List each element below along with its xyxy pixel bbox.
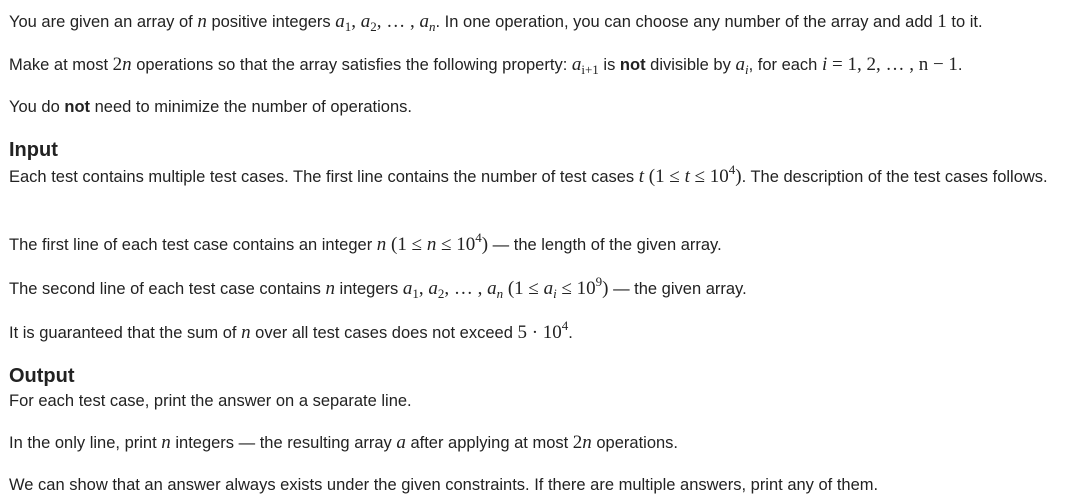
text: after applying at most — [405, 434, 573, 452]
math-array-constraint: $a_1$, $a_2$, … , $a_n$ $(1 \le a_i \le 10^9)$ — [402, 274, 609, 301]
math-sum-limit: $5 \cdot 10^4$ — [517, 318, 569, 343]
bold-not: not — [619, 56, 646, 74]
output-paragraph-2 — [9, 431, 678, 455]
text: need to minimize the number of operations. — [90, 98, 412, 116]
input-paragraph-2 — [9, 230, 722, 257]
output-section-title: Output — [9, 365, 75, 387]
text: divisible by — [645, 56, 736, 74]
statement-paragraph-2 — [9, 53, 963, 77]
text: — the length of the given array. — [488, 236, 722, 254]
text: . The description of the test cases follows. — [741, 168, 1048, 186]
math-a-i: $a_i$ — [735, 54, 749, 77]
math-2n: 2n — [572, 432, 592, 453]
math-a-i-plus-1: $a_{i+1}$ — [571, 54, 599, 77]
text: . — [568, 324, 573, 342]
text: . In one operation, you can choose any number of the array and add — [435, 13, 938, 31]
math-n-constraint: n $(1 \le n \le 10^4)$ — [376, 230, 489, 255]
text: operations. — [591, 434, 679, 452]
text: The first line of each test case contains an integer — [9, 236, 377, 254]
text: Each test contains multiple test cases. The first line contains the number of test cases — [9, 168, 639, 186]
text: over all test cases does not exceed — [250, 324, 518, 342]
text: integers — [334, 280, 403, 298]
math-a: a — [396, 432, 406, 453]
input-paragraph-1 — [9, 162, 1079, 189]
text: The second line of each test case contains — [9, 280, 326, 298]
math-n: n — [197, 11, 207, 32]
output-paragraph-1: For each test case, print the answer on a separate line. — [9, 392, 412, 410]
text: It is guaranteed that the sum of — [9, 324, 242, 342]
text: Make at most — [9, 56, 113, 74]
text: , for each — [748, 56, 822, 74]
math-n: n — [241, 322, 251, 343]
math-i-range: i = 1, 2, … , n − 1 — [821, 54, 958, 75]
statement-paragraph-1 — [9, 10, 983, 34]
text: positive integers — [206, 13, 336, 31]
text: is — [598, 56, 620, 74]
text: In the only line, print — [9, 434, 162, 452]
text: You are given an array of — [9, 13, 198, 31]
input-paragraph-4 — [9, 318, 573, 345]
math-n: n — [325, 278, 335, 299]
input-paragraph-3 — [9, 274, 747, 301]
math-one: 1 — [937, 11, 947, 32]
text: — the given array. — [608, 280, 747, 298]
text: . — [957, 56, 963, 74]
statement-paragraph-3 — [9, 95, 412, 119]
math-2n: 2n — [112, 54, 132, 75]
text: operations so that the array satisfies the following property: — [131, 56, 572, 74]
output-paragraph-3: We can show that an answer always exists under the given constraints. If there are multiple answers, print any of them. — [9, 476, 879, 494]
bold-not: not — [64, 98, 91, 116]
math-sequence: $a_1$, $a_2$, … , $a_n$ — [335, 11, 436, 34]
math-n: n — [161, 432, 171, 453]
text: integers — the resulting array — [170, 434, 397, 452]
input-section-title: Input — [9, 139, 58, 161]
text: to it. — [946, 13, 983, 31]
math-t-constraint: t $(1 \le t \le 10^4)$ — [638, 162, 742, 187]
text: You do — [9, 98, 65, 116]
